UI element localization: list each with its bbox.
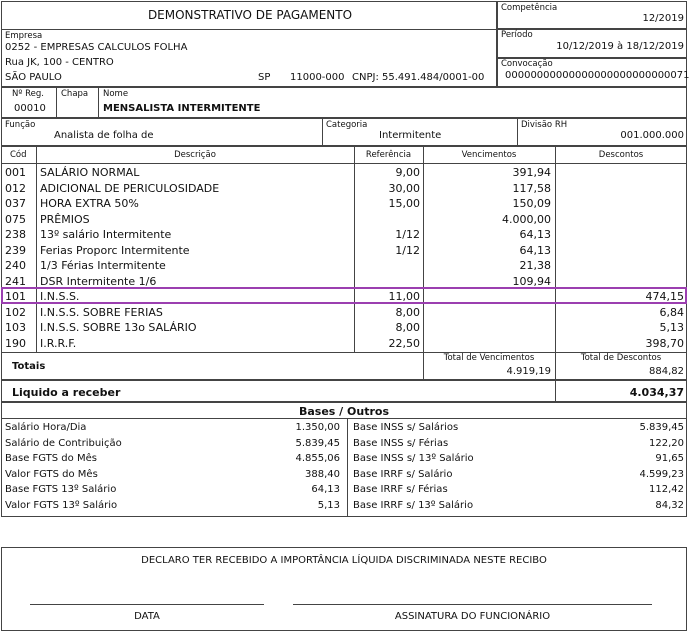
base-label: Base IRRF s/ Férias (353, 484, 448, 495)
empresa-cep: 11000-000 (290, 72, 345, 83)
base-label: Base INSS s/ Férias (353, 437, 449, 449)
row-vencimentos: 109,94 (512, 274, 551, 288)
base-value: 5.839,45 (639, 422, 684, 433)
periodo-label: Período (501, 30, 533, 40)
row-cod: 001 (5, 166, 26, 179)
nome-value: MENSALISTA INTERMITENTE (103, 103, 261, 114)
row-cod: 102 (5, 305, 26, 319)
row-referencia: 11,00 (388, 290, 420, 303)
row-descricao: 13º salário Intermitente (40, 228, 172, 241)
convocacao-value: 00000000000000000000000000071 (505, 70, 690, 81)
categoria-value: Intermitente (379, 130, 442, 141)
periodo-value: 10/12/2019 à 18/12/2019 (556, 41, 684, 52)
highlighted-row-outline (1, 287, 687, 304)
row-referencia: 30,00 (388, 181, 420, 195)
row-referencia: 8,00 (395, 305, 420, 319)
base-label: Salário de Contribuição (5, 437, 122, 449)
row-vencimentos: 391,94 (512, 166, 551, 179)
row-descontos: 5,13 (659, 321, 684, 334)
funcao-label: Função (5, 120, 36, 130)
row-referencia: 1/12 (395, 228, 420, 241)
liquido-value: 4.034,37 (629, 386, 684, 399)
chapa-label: Chapa (61, 89, 89, 99)
row-cod: 190 (5, 336, 26, 350)
bases-title-line (1, 418, 687, 419)
convocacao-label: Convocação (501, 59, 553, 69)
row-descricao: I.N.S.S. (40, 290, 80, 303)
reg-value: 00010 (14, 103, 46, 114)
base-value: 91,65 (655, 453, 684, 464)
row-vencimentos: 21,38 (519, 259, 551, 272)
categoria-label: Categoria (326, 120, 368, 130)
divisao-divider (517, 118, 518, 146)
row-vencimentos: 4.000,00 (502, 212, 551, 226)
base-value: 388,40 (305, 468, 340, 480)
competencia-label: Competência (501, 3, 558, 13)
signature-line (293, 604, 652, 605)
base-value: 84,32 (655, 499, 684, 511)
row-descricao: I.N.S.S. SOBRE FERIAS (40, 305, 163, 319)
row-descricao: SALÁRIO NORMAL (40, 166, 140, 179)
reg-label: Nº Reg. (12, 89, 44, 99)
signature-label: ASSINATURA DO FUNCIONÁRIO (394, 611, 551, 622)
empresa-cidade: SÃO PAULO (5, 72, 62, 83)
row-cod: 241 (5, 274, 26, 288)
row-descricao: Ferias Proporc Intermitente (40, 243, 190, 257)
base-label: Base FGTS 13º Salário (5, 484, 117, 495)
base-label: Base FGTS do Mês (5, 453, 97, 464)
table-header-line (1, 163, 687, 164)
row-cod: 037 (5, 197, 26, 210)
categoria-divider (322, 118, 323, 146)
totais-label: Totais (12, 361, 46, 372)
row-descricao: 1/3 Férias Intermitente (40, 259, 166, 272)
header-descricao: Descrição (174, 150, 216, 160)
row-cod: 012 (5, 181, 26, 195)
date-label: DATA (134, 611, 160, 622)
row-descontos: 474,15 (645, 290, 684, 303)
row-descontos: 6,84 (659, 305, 684, 319)
row-descricao: PRÊMIOS (40, 212, 90, 226)
base-label: Valor FGTS do Mês (5, 468, 98, 480)
row-vencimentos: 64,13 (519, 243, 551, 257)
total-desc-label: Total de Descontos (580, 353, 662, 363)
base-value: 4.599,23 (639, 468, 684, 480)
empresa-line1: 0252 - EMPRESAS CALCULOS FOLHA (5, 42, 188, 53)
row-referencia: 9,00 (395, 166, 420, 179)
row-vencimentos: 150,09 (512, 197, 551, 210)
row-cod: 239 (5, 243, 26, 257)
divisao-value: 001.000.000 (620, 130, 684, 141)
header-referencia: Referência (365, 150, 412, 160)
row-descricao: ADICIONAL DE PERICULOSIDADE (40, 181, 220, 195)
liquido-label: Liquido a receber (12, 386, 121, 399)
receipt-declaration: DECLARO TER RECEBIDO A IMPORTÂNCIA LÍQUIDA DISCRIMINADA NESTE RECIBO (141, 555, 547, 566)
date-line (30, 604, 264, 605)
row-descricao: I.N.S.S. SOBRE 13o SALÁRIO (40, 321, 197, 334)
base-value: 64,13 (311, 484, 340, 495)
title-divider (1, 29, 497, 30)
header-vencimentos: Vencimentos (461, 150, 517, 160)
base-value: 4.855,06 (295, 453, 340, 464)
empresa-label: Empresa (5, 31, 43, 41)
base-label: Base IRRF s/ Salário (353, 468, 453, 480)
bases-middle-divider (347, 418, 348, 517)
total-venc-label: Total de Vencimentos (443, 353, 535, 363)
base-label: Base IRRF s/ 13º Salário (353, 499, 474, 511)
row-descricao: I.R.R.F. (40, 336, 77, 350)
total-venc-value: 4.919,19 (506, 366, 551, 377)
row-descricao: DSR Intermitente 1/6 (40, 274, 157, 288)
funcao-value: Analista de folha de (54, 130, 154, 141)
row-descricao: HORA EXTRA 50% (40, 197, 139, 210)
bases-title: Bases / Outros (298, 405, 389, 418)
chapa-divider (98, 87, 99, 118)
reg-divider (56, 87, 57, 118)
row-cod: 240 (5, 259, 26, 272)
header-cod: Cód (10, 150, 27, 160)
row-cod: 101 (5, 290, 26, 303)
base-value: 5,13 (317, 499, 340, 511)
document-title: DEMONSTRATIVO DE PAGAMENTO (147, 8, 353, 22)
base-value: 1.350,00 (295, 422, 340, 433)
row-cod: 075 (5, 212, 26, 226)
base-label: Base INSS s/ Salários (353, 422, 459, 433)
total-desc-value: 884,82 (649, 366, 684, 377)
row-vencimentos: 64,13 (519, 228, 551, 241)
base-value: 5.839,45 (295, 437, 340, 449)
base-label: Base INSS s/ 13º Salário (353, 453, 474, 464)
row-referencia: 22,50 (388, 336, 420, 350)
row-referencia: 1/12 (395, 243, 420, 257)
empresa-cnpj: CNPJ: 55.491.484/0001-00 (352, 72, 485, 83)
row-descontos: 398,70 (645, 336, 684, 350)
row-referencia: 15,00 (388, 197, 420, 210)
row-cod: 238 (5, 228, 26, 241)
row-referencia: 8,00 (395, 321, 420, 334)
empresa-uf: SP (258, 72, 271, 83)
row-cod: 103 (5, 321, 26, 334)
base-value: 112,42 (649, 484, 684, 495)
empresa-line2: Rua JK, 100 - CENTRO (5, 57, 114, 68)
base-label: Valor FGTS 13º Salário (5, 499, 118, 511)
base-label: Salário Hora/Dia (5, 422, 87, 433)
col-desc-line (36, 146, 37, 352)
base-value: 122,20 (649, 437, 684, 449)
row-vencimentos: 117,58 (512, 181, 551, 195)
header-descontos: Descontos (598, 150, 644, 160)
divisao-label: Divisão RH (521, 120, 568, 130)
competencia-value: 12/2019 (642, 13, 684, 24)
nome-label: Nome (103, 89, 129, 99)
